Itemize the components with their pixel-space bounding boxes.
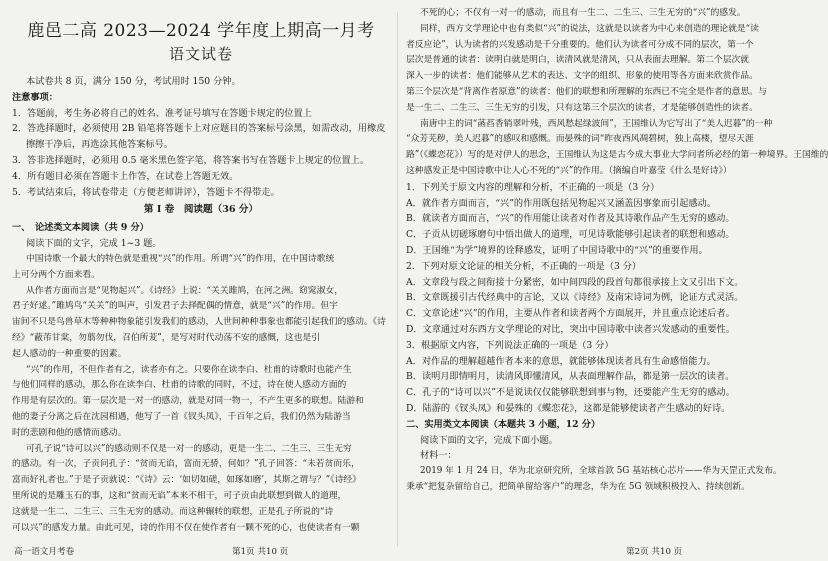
passage-line: 者反应论”，认为读者的兴发感动是千分重要的。他们认为读者可分成不同的层次，第一个: [406, 39, 754, 50]
section-heading: 一、 论述类文本阅读（共 9 分）: [12, 222, 149, 234]
passage-line: 可孔子说“诗可以兴”的感动则不仅是一对一的感动，更是一生二、二生三、三生无穷: [26, 443, 352, 454]
passage-line: 第三个层次是“背离作者原意”的读者：他们的联想和所理解的东西已不完全是作者的意思。与: [406, 86, 767, 97]
left-page: [12, 6, 390, 536]
passage-line: 深入一步的读者：他们能够从艺术的表达、文字的组织、形象的使用等各方面来欣赏作品。: [406, 71, 758, 82]
passage-line: 同样，西方文学理论中也有类似“兴”的说法，这就是以读者为中心来创造的理论就是“读: [420, 23, 759, 34]
passage-line: 与他们同样的感动，那么你在读李白、杜甫的诗歌的同时，不过，诗在使人感动方面的: [12, 380, 347, 391]
notice-item: 3．答非选择题时，必须用 0.5 毫米黑色签字笔，将答案书写在答题卡上规定的位置上。: [12, 154, 370, 166]
passage-line: 富而好礼者也。”于是子贡就说：“《诗》云：‘如切如磋，如琢如磨’，其斯之谓与？”《诗经》: [12, 475, 361, 486]
passage-line: “兴”的作用，不但作者有之，读者亦有之。只要你在读李白、杜甫的诗歌时也能产生: [26, 364, 352, 375]
q1-option-b: B．就读者方面而言，“兴”的作用能让读者对作者及其诗歌作品产生无穷的感动。: [406, 213, 735, 225]
passage-line: “众芳芜秽，美人迟暮”的感叹和感慨。而晏殊的词“昨夜西风凋碧树，独上高楼，望尽天涯: [406, 134, 754, 145]
passage-line: 作用是有层次的。第一层次是一对一的感动，就是对同一物一，不产生更多的联想。陆游和: [12, 396, 364, 407]
passage-line: 他的妻子分离之后在沈园相遇，他写了一首《钗头凤》，千百年之后，我们仍然为陆游当: [12, 411, 351, 422]
question-3: 3．根据原文内容，下列说法正确的一项是（3 分）: [406, 339, 614, 351]
q1-option-d: D．王国维“为学”境界的诠释感发，证明了中国诗歌中的“兴”的重要作用。: [406, 244, 708, 256]
question-1: 1．下列关于原文内容的理解和分析，不正确的一项是（3 分）: [406, 181, 660, 193]
section-2-instruction: 阅读下面的文字，完成下面小题。: [420, 434, 558, 446]
exam-info: 本试卷共 8 页，满分 150 分，考试用时 150 分钟。: [26, 76, 241, 87]
notice-item: 5．考试结束后，将试卷带走（方便老师讲评），答题卡不得带走。: [12, 186, 280, 198]
question-2: 2．下列对原文论证的相关分析，不正确的一项是（3 分）: [406, 260, 642, 272]
passage-line: 南唐中主的词“菡萏香销翠叶残，西风愁起绿波间”，王国维认为它写出了“美人迟暮”的一种: [420, 118, 773, 129]
passage-line: 这就是一生二、二生三、三生无穷的感动。而这种辗转的联想，正是孔子所说的“诗: [12, 506, 334, 517]
q2-option-d: D．文章通过对东西方文学理论的对比，突出中国诗歌中读者兴发感动的重要性。: [406, 323, 735, 335]
q1-option-c: C．子贡从切磋琢磨句中悟出做人的道理，可见诗歌能够引起读者的联想和感动。: [406, 229, 735, 241]
footer-page-2: 第2页 共10 页: [626, 547, 683, 557]
footer-exam-name: 高一语文月考卷: [14, 547, 75, 557]
exam-subtitle: 语文试卷: [168, 45, 233, 63]
section-instruction: 阅读下面的文字，完成 1~3 题。: [26, 238, 162, 250]
page-divider: [397, 12, 398, 547]
passage-line: 君子好逑。”雎鸠鸟“关关”的叫声，引发君子去择配偶的情意，就是“兴”的作用。但宇: [12, 301, 338, 312]
passage-line: 是一生二、二生三、三生无穷的引发，只有这第三个层次的读者，才是能够创造性的读者。: [406, 102, 758, 113]
q3-option-b: B．读明月即情明月，读清风即懂清风，从表面理解作品，都是第一层次的读者。: [406, 371, 735, 383]
passage-line: 可以兴”的感发力量。由此可见，诗的作用不仅在使作者有一颗不死的心，也使读者有一颗: [12, 522, 360, 533]
exam-title: 鹿邑二高 2023—2024 学年度上期高一月考: [27, 21, 375, 41]
q1-option-a: A．就作者方面而言，“兴”的作用既包括见物起兴又涵盖因事象而引起感动。: [406, 197, 717, 209]
q2-option-b: B．文章既援引古代经典中的言论，又以《诗经》及南宋诗词为例，论证方式灵活。: [406, 292, 744, 304]
passage-line: 中国诗歌一个最大的特色就是重视“兴”的作用。所谓“兴”的作用，在中国诗歌统: [26, 253, 335, 264]
reading-passage-continued: [406, 6, 828, 180]
passage-line: 不死的心；不仅有一对一的感动，而且有一生二、二生三、三生无穷的“兴”的感发。: [420, 8, 746, 18]
material-label: 材料一：: [420, 450, 457, 462]
passage-line: 上可分两个方面来看。: [12, 269, 100, 280]
right-page: [406, 6, 828, 496]
section-2-heading: 二、实用类文本阅读（本题共 3 小题，12 分）: [406, 418, 601, 430]
passage-line: 从作者方面而言是“见物起兴”。《诗经》上说：“关关雎鸠，在河之洲。窈窕淑女，: [26, 285, 343, 296]
part-title: 第 I 卷 阅读题（36 分）: [143, 204, 259, 216]
footer-page-1: 第1页 共10 页: [232, 547, 289, 557]
notice-item: 4．所有题目必须在答题卡上作答，在试卷上答题无效。: [12, 170, 239, 182]
material-line: 秉承“把复杂留给自己，把简单留给客户”的理念，华为在 5G 领域积极投入、持续创新。: [406, 481, 750, 492]
notice-item: 2．答选择题时，必须使用 2B 铅笔将答题卡上对应题目的答案标号涂黑，如需改动，用橡皮: [12, 123, 386, 135]
passage-line: 里所说的是雕玉石的事，这和“贫而无谄”本来不相干，可子贡由此联想到做人的道理，: [12, 490, 347, 501]
notice-heading: 注意事项：: [12, 91, 58, 103]
q2-option-c: C．文章论述“兴”的作用，主要从作者和读者两个方面展开，并且重点论述后者。: [406, 308, 735, 320]
passage-line: 经》“蔽芾甘棠，勿翦勿伐，召伯所茇”，是写对时代动荡不安的感慨，这也是引: [12, 332, 321, 343]
passage-line: 这种感发正是中国诗歌中让人心不死的“兴”的作用。（摘编自叶嘉莹《什么是好诗》）: [406, 165, 732, 176]
passage-line: 时的悲剧和他的感情而感动。: [12, 427, 127, 438]
notice-list: [12, 106, 390, 201]
q3-option-a: A．对作品的理解超越作者本来的意思，就能够体现读者具有生命感悟能力。: [406, 355, 716, 367]
q2-option-a: A．文章段与段之间衔接十分紧密，如中间四段的段首句都很承接上文又引出下文。: [406, 276, 744, 288]
passage-line: 的感动。有一次，子贡问孔子：“贫而无谄，富而无骄，何如？”孔子回答：“未若贫而乐，: [12, 459, 360, 470]
passage-line: 起人感动的一种重要的因素。: [12, 348, 127, 359]
q3-option-d: D．陆游的《钗头凤》和晏殊的《蝶恋花》，这都是能够使读者产生感动的好诗。: [406, 402, 731, 414]
passage-line: 路”（《蝶恋花》）写的是对伊人的思念，王国维认为这是古今成大事业大学问者所必经的第一种境界。王国维的: [406, 150, 828, 161]
reading-passage: [12, 252, 390, 536]
passage-line: 层次是普通的读者：读明白就是明白，读清风就是清风，只从表面去理解。第二个层次就: [406, 55, 750, 66]
passage-line: 宙间不只是鸟兽草木等种种物象能引发我们的感动，人世间种种事象也都能引起我们的感动。《诗: [12, 317, 386, 328]
notice-item: 擦擦干净后，再选涂其他答案标号。: [26, 139, 173, 151]
q3-option-c: C．孔子的“诗可以兴”不是说读仅仅能够联想到事与物，还要能产生无穷的感动。: [406, 387, 735, 399]
material-line: 2019 年 1 月 24 日，华为北京研究所，全球首款 5G 基站核心芯片——华为天罡正式发布。: [420, 466, 782, 477]
notice-item: 1．答题前，考生务必将自己的姓名、准考证号填写在答题卡规定的位置上: [12, 107, 312, 119]
